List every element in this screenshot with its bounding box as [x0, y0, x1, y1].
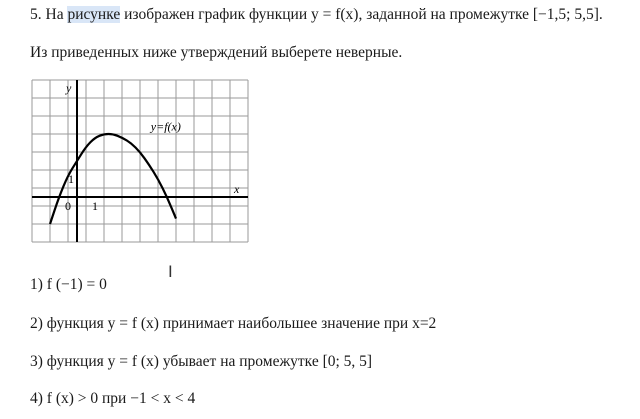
- answer-1: 1) f (−1) = 0: [30, 276, 107, 293]
- grid: [32, 80, 248, 242]
- answer-3: 3) функция y = f (x) убывает на промежутке [0; 5, 5]: [30, 353, 373, 370]
- answer-2: 2) функция y = f (x) принимает наибольшее значение при x=2: [30, 315, 437, 332]
- origin-label: 0: [65, 199, 71, 213]
- x-axis-label: x: [234, 182, 240, 196]
- instruction-text: Из приведенных ниже утверждений выберете неверные.: [30, 44, 403, 61]
- highlighted-word[interactable]: рисунке: [67, 6, 121, 23]
- y-axis-label: y: [66, 81, 72, 95]
- question-text-post: изображен график функции y = f(x), заданной на промежутке [−1,5; 5,5].: [124, 6, 603, 23]
- text-cursor-icon: I: [168, 262, 173, 281]
- question-title: [30, 6, 603, 24]
- curve-label: y=f(x): [150, 119, 181, 134]
- question-number: 5.: [30, 6, 42, 23]
- answer-4: 4) f (x) > 0 при −1 < x < 4: [30, 390, 196, 407]
- y-one-label: 1: [68, 172, 74, 186]
- question-text-pre: На: [45, 6, 64, 23]
- function-graph: [30, 78, 260, 258]
- x-one-label: 1: [92, 199, 98, 213]
